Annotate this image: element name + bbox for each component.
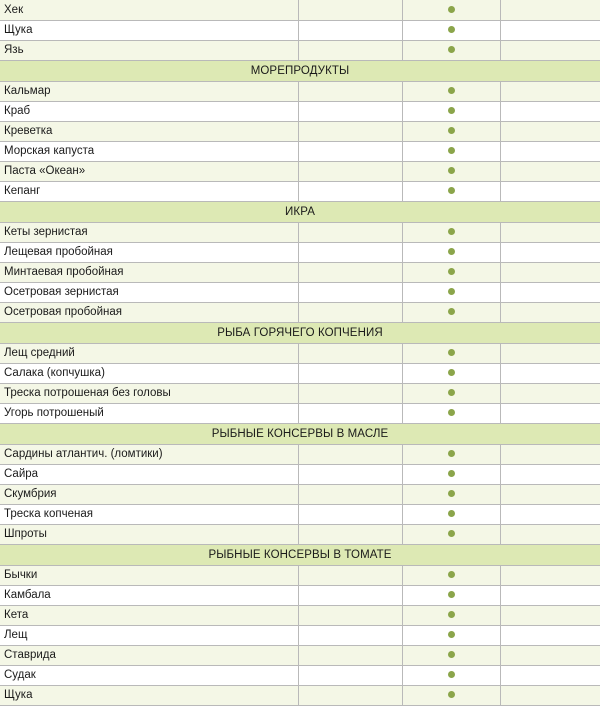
mark-cell-col-3 [402, 181, 500, 201]
product-name-cell: Кета [0, 605, 298, 625]
mark-cell-col-2 [298, 444, 402, 464]
table-row [0, 363, 600, 383]
green-dot-icon [448, 46, 455, 53]
table-row [0, 383, 600, 403]
mark-cell-col-3 [402, 363, 500, 383]
mark-cell-col-3 [402, 343, 500, 363]
section-title: ИКРА [0, 201, 600, 222]
mark-cell-col-4 [500, 403, 600, 423]
product-name-cell: Лещ [0, 625, 298, 645]
product-name-cell: Кепанг [0, 181, 298, 201]
product-name-cell: Краб [0, 101, 298, 121]
table-row [0, 464, 600, 484]
mark-cell-col-4 [500, 585, 600, 605]
mark-cell-col-2 [298, 121, 402, 141]
green-dot-icon [448, 409, 455, 416]
table-row [0, 161, 600, 181]
mark-cell-col-2 [298, 262, 402, 282]
green-dot-icon [448, 268, 455, 275]
mark-cell-col-4 [500, 161, 600, 181]
mark-cell-col-4 [500, 484, 600, 504]
mark-cell-col-3 [402, 242, 500, 262]
mark-cell-col-4 [500, 20, 600, 40]
mark-cell-col-3 [402, 101, 500, 121]
product-name-cell: Кеты зернистая [0, 222, 298, 242]
mark-cell-col-2 [298, 565, 402, 585]
mark-cell-col-4 [500, 81, 600, 101]
mark-cell-col-3 [402, 665, 500, 685]
table-row [0, 222, 600, 242]
mark-cell-col-4 [500, 222, 600, 242]
mark-cell-col-4 [500, 242, 600, 262]
section-header-row [0, 60, 600, 81]
mark-cell-col-2 [298, 282, 402, 302]
table-row [0, 40, 600, 60]
green-dot-icon [448, 490, 455, 497]
green-dot-icon [448, 369, 455, 376]
table-row [0, 81, 600, 101]
mark-cell-col-2 [298, 484, 402, 504]
mark-cell-col-3 [402, 383, 500, 403]
product-name-cell: Хек [0, 0, 298, 20]
mark-cell-col-2 [298, 181, 402, 201]
green-dot-icon [448, 611, 455, 618]
mark-cell-col-3 [402, 20, 500, 40]
product-name-cell: Щука [0, 685, 298, 705]
mark-cell-col-3 [402, 605, 500, 625]
mark-cell-col-4 [500, 262, 600, 282]
table-row [0, 585, 600, 605]
mark-cell-col-2 [298, 585, 402, 605]
mark-cell-col-2 [298, 625, 402, 645]
table-row [0, 665, 600, 685]
mark-cell-col-4 [500, 625, 600, 645]
mark-cell-col-4 [500, 121, 600, 141]
mark-cell-col-3 [402, 625, 500, 645]
product-name-cell: Лещевая пробойная [0, 242, 298, 262]
mark-cell-col-2 [298, 685, 402, 705]
mark-cell-col-3 [402, 685, 500, 705]
table-row [0, 101, 600, 121]
green-dot-icon [448, 147, 455, 154]
mark-cell-col-2 [298, 242, 402, 262]
mark-cell-col-4 [500, 665, 600, 685]
mark-cell-col-4 [500, 282, 600, 302]
green-dot-icon [448, 87, 455, 94]
table-row [0, 605, 600, 625]
mark-cell-col-3 [402, 444, 500, 464]
product-name-cell: Треска потрошеная без головы [0, 383, 298, 403]
mark-cell-col-4 [500, 565, 600, 585]
table-row [0, 0, 600, 20]
section-title: РЫБНЫЕ КОНСЕРВЫ В МАСЛЕ [0, 423, 600, 444]
section-title: РЫБНЫЕ КОНСЕРВЫ В ТОМАТЕ [0, 544, 600, 565]
section-header-row [0, 423, 600, 444]
green-dot-icon [448, 631, 455, 638]
section-header-row [0, 201, 600, 222]
product-name-cell: Угорь потрошеный [0, 403, 298, 423]
mark-cell-col-3 [402, 504, 500, 524]
mark-cell-col-2 [298, 464, 402, 484]
mark-cell-col-2 [298, 645, 402, 665]
product-name-cell: Сардины атлантич. (ломтики) [0, 444, 298, 464]
table-row [0, 625, 600, 645]
green-dot-icon [448, 450, 455, 457]
mark-cell-col-3 [402, 0, 500, 20]
green-dot-icon [448, 127, 455, 134]
mark-cell-col-3 [402, 302, 500, 322]
mark-cell-col-3 [402, 524, 500, 544]
green-dot-icon [448, 591, 455, 598]
green-dot-icon [448, 26, 455, 33]
table-row [0, 20, 600, 40]
table-row [0, 242, 600, 262]
table-row [0, 484, 600, 504]
table-row [0, 685, 600, 705]
mark-cell-col-2 [298, 524, 402, 544]
mark-cell-col-4 [500, 504, 600, 524]
product-name-cell: Кальмар [0, 81, 298, 101]
green-dot-icon [448, 389, 455, 396]
table-row [0, 524, 600, 544]
green-dot-icon [448, 288, 455, 295]
section-title: РЫБА ГОРЯЧЕГО КОПЧЕНИЯ [0, 322, 600, 343]
green-dot-icon [448, 651, 455, 658]
product-name-cell: Судак [0, 665, 298, 685]
green-dot-icon [448, 107, 455, 114]
mark-cell-col-3 [402, 403, 500, 423]
mark-cell-col-3 [402, 222, 500, 242]
table-row [0, 141, 600, 161]
product-name-cell: Паста «Океан» [0, 161, 298, 181]
mark-cell-col-3 [402, 565, 500, 585]
mark-cell-col-4 [500, 444, 600, 464]
mark-cell-col-2 [298, 0, 402, 20]
product-name-cell: Сайра [0, 464, 298, 484]
mark-cell-col-2 [298, 101, 402, 121]
mark-cell-col-4 [500, 464, 600, 484]
section-header-row [0, 322, 600, 343]
green-dot-icon [448, 510, 455, 517]
mark-cell-col-4 [500, 524, 600, 544]
green-dot-icon [448, 308, 455, 315]
product-name-cell: Треска копченая [0, 504, 298, 524]
mark-cell-col-3 [402, 161, 500, 181]
mark-cell-col-4 [500, 0, 600, 20]
mark-cell-col-2 [298, 363, 402, 383]
mark-cell-col-4 [500, 685, 600, 705]
mark-cell-col-4 [500, 40, 600, 60]
mark-cell-col-3 [402, 121, 500, 141]
product-name-cell: Лещ средний [0, 343, 298, 363]
product-name-cell: Язь [0, 40, 298, 60]
mark-cell-col-2 [298, 302, 402, 322]
table-row [0, 181, 600, 201]
mark-cell-col-2 [298, 605, 402, 625]
mark-cell-col-4 [500, 383, 600, 403]
table-row [0, 343, 600, 363]
mark-cell-col-4 [500, 645, 600, 665]
product-name-cell: Минтаевая пробойная [0, 262, 298, 282]
mark-cell-col-4 [500, 343, 600, 363]
mark-cell-col-2 [298, 40, 402, 60]
mark-cell-col-2 [298, 141, 402, 161]
product-name-cell: Осетровая пробойная [0, 302, 298, 322]
product-name-cell: Салака (копчушка) [0, 363, 298, 383]
mark-cell-col-4 [500, 363, 600, 383]
table-row [0, 444, 600, 464]
mark-cell-col-3 [402, 282, 500, 302]
green-dot-icon [448, 470, 455, 477]
mark-cell-col-2 [298, 343, 402, 363]
mark-cell-col-4 [500, 181, 600, 201]
table-row [0, 262, 600, 282]
mark-cell-col-4 [500, 101, 600, 121]
mark-cell-col-3 [402, 645, 500, 665]
mark-cell-col-4 [500, 302, 600, 322]
mark-cell-col-3 [402, 464, 500, 484]
mark-cell-col-3 [402, 81, 500, 101]
mark-cell-col-2 [298, 81, 402, 101]
green-dot-icon [448, 349, 455, 356]
mark-cell-col-2 [298, 504, 402, 524]
mark-cell-col-3 [402, 141, 500, 161]
table-row [0, 121, 600, 141]
mark-cell-col-4 [500, 141, 600, 161]
green-dot-icon [448, 187, 455, 194]
mark-cell-col-3 [402, 484, 500, 504]
table-row [0, 504, 600, 524]
green-dot-icon [448, 167, 455, 174]
table-row [0, 645, 600, 665]
mark-cell-col-3 [402, 262, 500, 282]
green-dot-icon [448, 571, 455, 578]
green-dot-icon [448, 691, 455, 698]
green-dot-icon [448, 530, 455, 537]
mark-cell-col-2 [298, 222, 402, 242]
table-row [0, 302, 600, 322]
product-name-cell: Ставрида [0, 645, 298, 665]
green-dot-icon [448, 671, 455, 678]
product-name-cell: Бычки [0, 565, 298, 585]
mark-cell-col-4 [500, 605, 600, 625]
product-name-cell: Скумбрия [0, 484, 298, 504]
mark-cell-col-2 [298, 665, 402, 685]
section-header-row [0, 544, 600, 565]
product-name-cell: Щука [0, 20, 298, 40]
product-name-cell: Камбала [0, 585, 298, 605]
product-name-cell: Шпроты [0, 524, 298, 544]
table-row [0, 282, 600, 302]
mark-cell-col-2 [298, 20, 402, 40]
product-name-cell: Креветка [0, 121, 298, 141]
mark-cell-col-3 [402, 40, 500, 60]
green-dot-icon [448, 228, 455, 235]
mark-cell-col-3 [402, 585, 500, 605]
green-dot-icon [448, 6, 455, 13]
section-title: МОРЕПРОДУКТЫ [0, 60, 600, 81]
mark-cell-col-2 [298, 403, 402, 423]
table-row [0, 565, 600, 585]
table-row [0, 403, 600, 423]
mark-cell-col-2 [298, 383, 402, 403]
product-name-cell: Морская капуста [0, 141, 298, 161]
product-name-cell: Осетровая зернистая [0, 282, 298, 302]
green-dot-icon [448, 248, 455, 255]
mark-cell-col-2 [298, 161, 402, 181]
